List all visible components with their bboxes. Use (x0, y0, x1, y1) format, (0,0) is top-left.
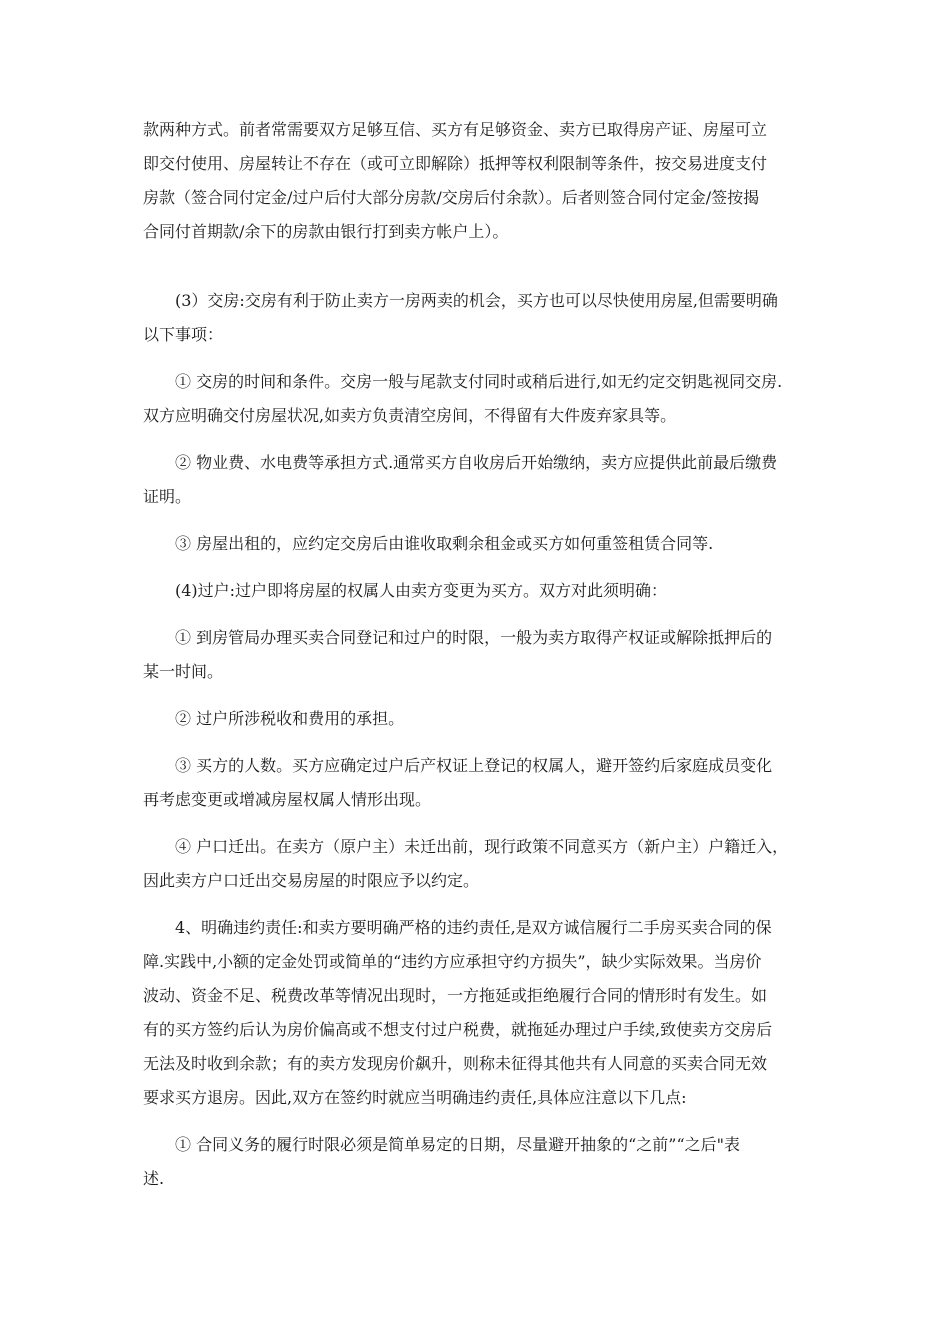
text-line: 证明。 (143, 487, 192, 506)
text-line: ① 合同义务的履行时限必须是简单易定的日期，尽量避开抽象的“之前”“之后"表 (175, 1135, 740, 1154)
text-line: 无法及时收到余款；有的卖方发现房价飙升，则称未征得其他共有人同意的买卖合同无效 (143, 1054, 768, 1073)
paragraph-payment-methods (143, 113, 811, 249)
text-line: 双方应明确交付房屋状况,如卖方负责清空房间，不得留有大件废弃家具等。 (143, 406, 677, 425)
text-line: 因此卖方户口迁出交易房屋的时限应予以约定。 (143, 871, 480, 890)
text-line: 障.实践中,小额的定金处罚或简单的“违约方应承担守约方损失”，缺少实际效果。当房价 (143, 952, 762, 971)
text-line: ③ 房屋出租的，应约定交房后由谁收取剩余租金或买方如何重签租赁合同等. (175, 534, 714, 553)
text-line: ④ 户口迁出。在卖方（原户主）未迁出前，现行政策不同意买方（新户主）户籍迁入， (175, 837, 789, 856)
text-line: ③ 买方的人数。买方应确定过户后产权证上登记的权属人，避开签约后家庭成员变化 (175, 756, 773, 775)
text-line: 再考虑变更或增减房屋权属人情形出现。 (143, 790, 432, 809)
text-line: 房款（签合同付定金/过户后付大部分房款/交房后付余款）。后者则签合同付定金/签按揭 (143, 188, 760, 207)
text-line: 即交付使用、房屋转让不存在（或可立即解除）抵押等权利限制等条件，按交易进度支付 (143, 154, 768, 173)
text-line: 合同付首期款/余下的房款由银行打到卖方帐户上）。 (143, 222, 509, 241)
paragraph-transfer (143, 574, 811, 608)
text-line: 要求买方退房。因此,双方在签约时就应当明确违约责任,具体应注意以下几点: (143, 1088, 687, 1107)
paragraph-breach-liability (143, 911, 811, 1115)
paragraph-handover (143, 284, 811, 352)
text-line: 波动、资金不足、税费改革等情况出现时，一方拖延或拒绝履行合同的情形时有发生。如 (143, 986, 768, 1005)
paragraph-transfer-item-4 (143, 830, 811, 898)
text-line: 款两种方式。前者常需要双方足够互信、买方有足够资金、卖方已取得房产证、房屋可立 (143, 120, 768, 139)
text-line: ① 到房管局办理买卖合同登记和过户的时限，一般为卖方取得产权证或解除抵押后的 (175, 628, 773, 647)
text-line: 以下事项： (143, 325, 224, 344)
paragraph-handover-item-3 (143, 527, 811, 561)
text-line: 某一时间。 (143, 662, 224, 681)
paragraph-transfer-item-3 (143, 749, 811, 817)
text-line: 4、明确违约责任:和卖方要明确严格的违约责任,是双方诚信履行二手房买卖合同的保 (175, 918, 772, 937)
text-line: (3）交房:交房有利于防止卖方一房两卖的机会，买方也可以尽快使用房屋,但需要明确 (175, 291, 778, 310)
text-line: ② 过户所涉税收和费用的承担。 (175, 709, 405, 728)
text-line: 有的买方签约后认为房价偏高或不想支付过户税费，就拖延办理过户手续,致使卖方交房后 (143, 1020, 773, 1039)
text-line: (4)过户:过户即将房屋的权属人由卖方变更为买方。双方对此须明确： (175, 581, 668, 600)
text-line: ② 物业费、水电费等承担方式.通常买方自收房后开始缴纳，卖方应提供此前最后缴费 (175, 453, 778, 472)
paragraph-breach-item-1 (143, 1128, 811, 1196)
paragraph-handover-item-1 (143, 365, 811, 433)
paragraph-transfer-item-1 (143, 621, 811, 689)
text-line: 述. (143, 1169, 165, 1188)
paragraph-handover-item-2 (143, 446, 811, 514)
text-line: ① 交房的时间和条件。交房一般与尾款支付同时或稍后进行,如无约定交钥匙视同交房. (175, 372, 783, 391)
paragraph-transfer-item-2 (143, 702, 811, 736)
